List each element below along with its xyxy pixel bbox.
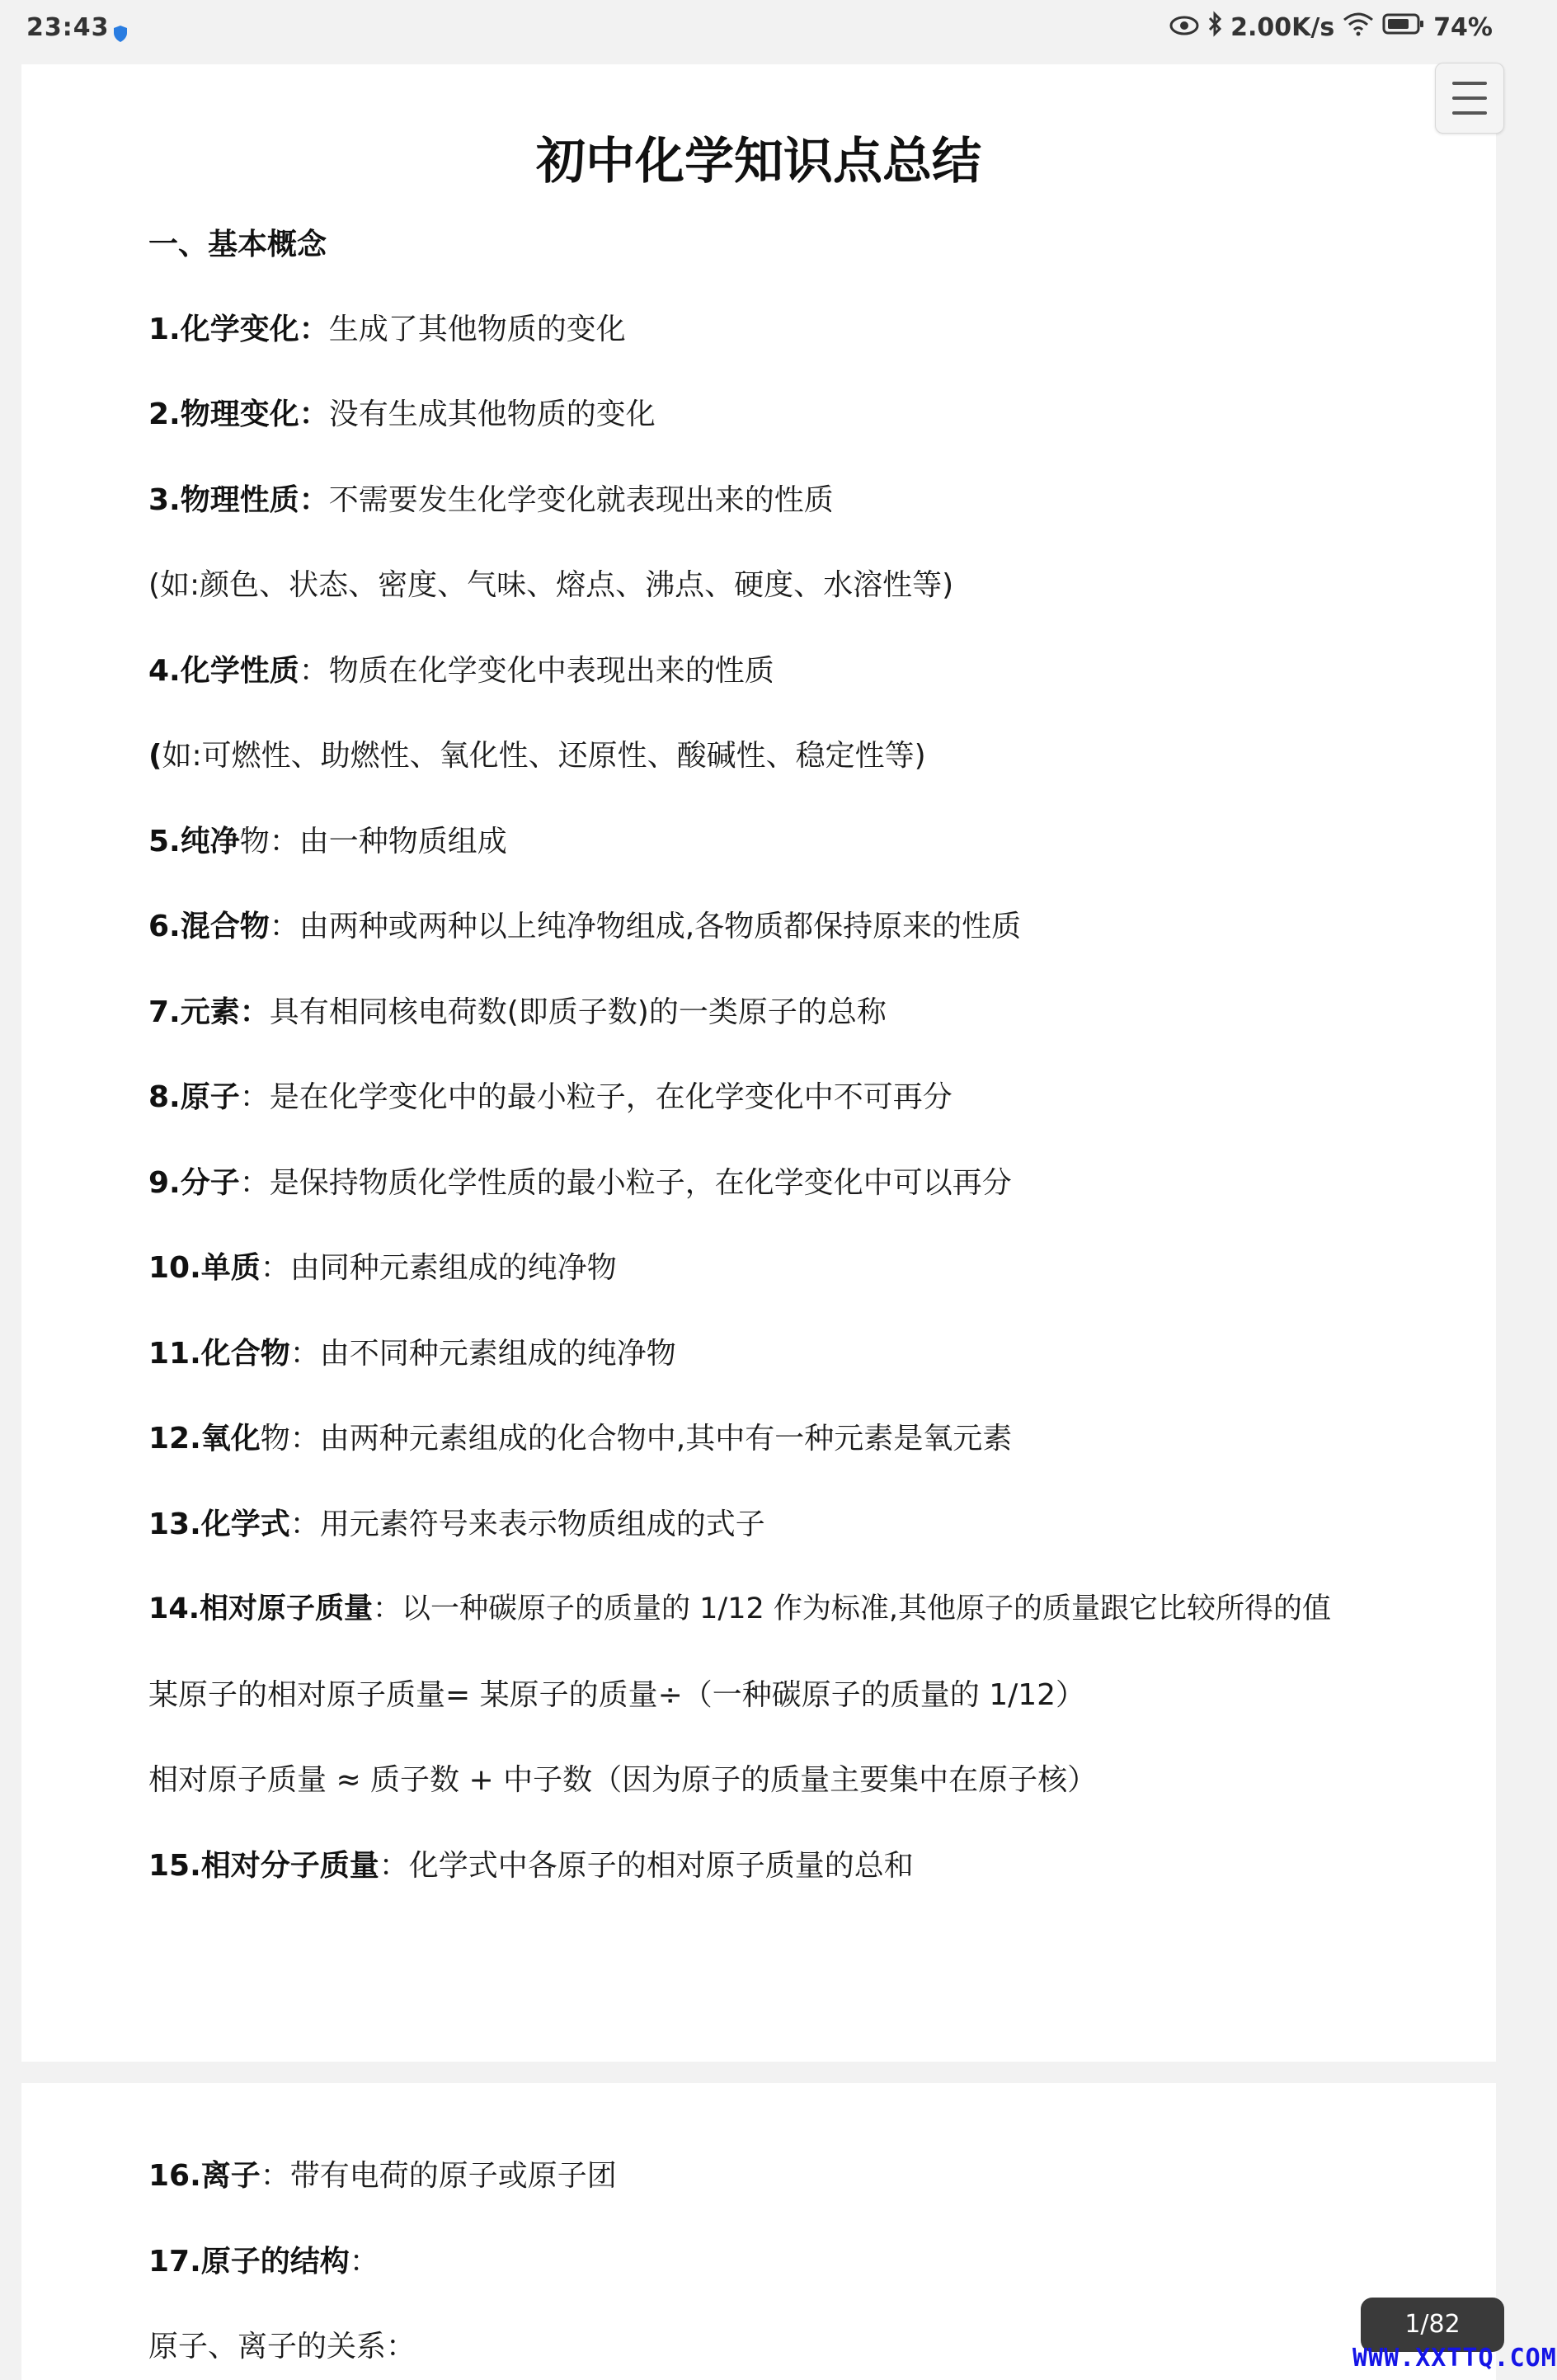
list-item: 13.化学式：用元素符号来表示物质组成的式子 bbox=[148, 1507, 765, 1541]
list-item: 6.混合物：由两种或两种以上纯净物组成,各物质都保持原来的性质 bbox=[148, 910, 1022, 943]
list-item: 17.原子的结构： bbox=[148, 2245, 379, 2279]
shield-icon bbox=[114, 20, 127, 49]
list-item: 某原子的相对原子质量= 某原子的质量÷（一种碳原子的质量的 1/12） bbox=[148, 1678, 1086, 1712]
battery-percent: 74% bbox=[1433, 12, 1493, 42]
wifi-icon bbox=[1343, 12, 1374, 43]
menu-button[interactable] bbox=[1435, 63, 1504, 134]
list-item: 2.物理变化：没有生成其他物质的变化 bbox=[148, 397, 656, 431]
watermark: WWW.XXTTQ.COM bbox=[1352, 2344, 1557, 2373]
list-item: 16.离子：带有电荷的原子或原子团 bbox=[148, 2159, 617, 2193]
list-item: (如:颜色、状态、密度、气味、熔点、沸点、硬度、水溶性等) bbox=[148, 568, 954, 602]
document-title: 初中化学知识点总结 bbox=[536, 133, 981, 190]
bluetooth-icon bbox=[1207, 12, 1222, 43]
list-item: 15.相对分子质量：化学式中各原子的相对原子质量的总和 bbox=[148, 1849, 914, 1883]
page-indicator[interactable]: 1/82 bbox=[1361, 2298, 1504, 2352]
battery-icon bbox=[1382, 12, 1425, 42]
list-item: 10.单质：由同种元素组成的纯净物 bbox=[148, 1251, 617, 1285]
list-item: (如:可燃性、助燃性、氧化性、还原性、酸碱性、稳定性等) bbox=[148, 739, 926, 773]
list-item: 11.化合物：由不同种元素组成的纯净物 bbox=[148, 1337, 676, 1371]
list-item: 8.原子：是在化学变化中的最小粒子，在化学变化中不可再分 bbox=[148, 1080, 953, 1114]
list-item: 7.元素：具有相同核电荷数(即质子数)的一类原子的总称 bbox=[148, 995, 887, 1029]
list-item: 14.相对原子质量：以一种碳原子的质量的 1/12 作为标准,其他原子的质量跟它比较所得的值 bbox=[148, 1592, 1331, 1625]
section-heading: 一、基本概念 bbox=[148, 228, 327, 261]
list-item: 5.纯净物：由一种物质组成 bbox=[148, 825, 507, 858]
list-item: 相对原子质量 ≈ 质子数 + 中子数（因为原子的质量主要集中在原子核） bbox=[148, 1763, 1098, 1797]
network-speed: 2.00K/s bbox=[1230, 12, 1335, 42]
list-item: 4.化学性质：物质在化学变化中表现出来的性质 bbox=[148, 654, 774, 688]
document-page-2 bbox=[21, 2083, 1496, 2380]
document-page-1 bbox=[21, 64, 1496, 2062]
list-item: 9.分子：是保持物质化学性质的最小粒子，在化学变化中可以再分 bbox=[148, 1166, 1012, 1200]
list-item: 1.化学变化：生成了其他物质的变化 bbox=[148, 313, 626, 346]
list-item: 12.氧化物：由两种元素组成的化合物中,其中有一种元素是氧元素 bbox=[148, 1422, 1013, 1456]
list-item: 3.物理性质：不需要发生化学变化就表现出来的性质 bbox=[148, 483, 834, 517]
status-bar bbox=[0, 0, 1517, 59]
list-item: 原子、离子的关系： bbox=[148, 2330, 416, 2364]
status-time: 23:43 bbox=[26, 13, 110, 42]
eye-icon bbox=[1169, 13, 1199, 42]
